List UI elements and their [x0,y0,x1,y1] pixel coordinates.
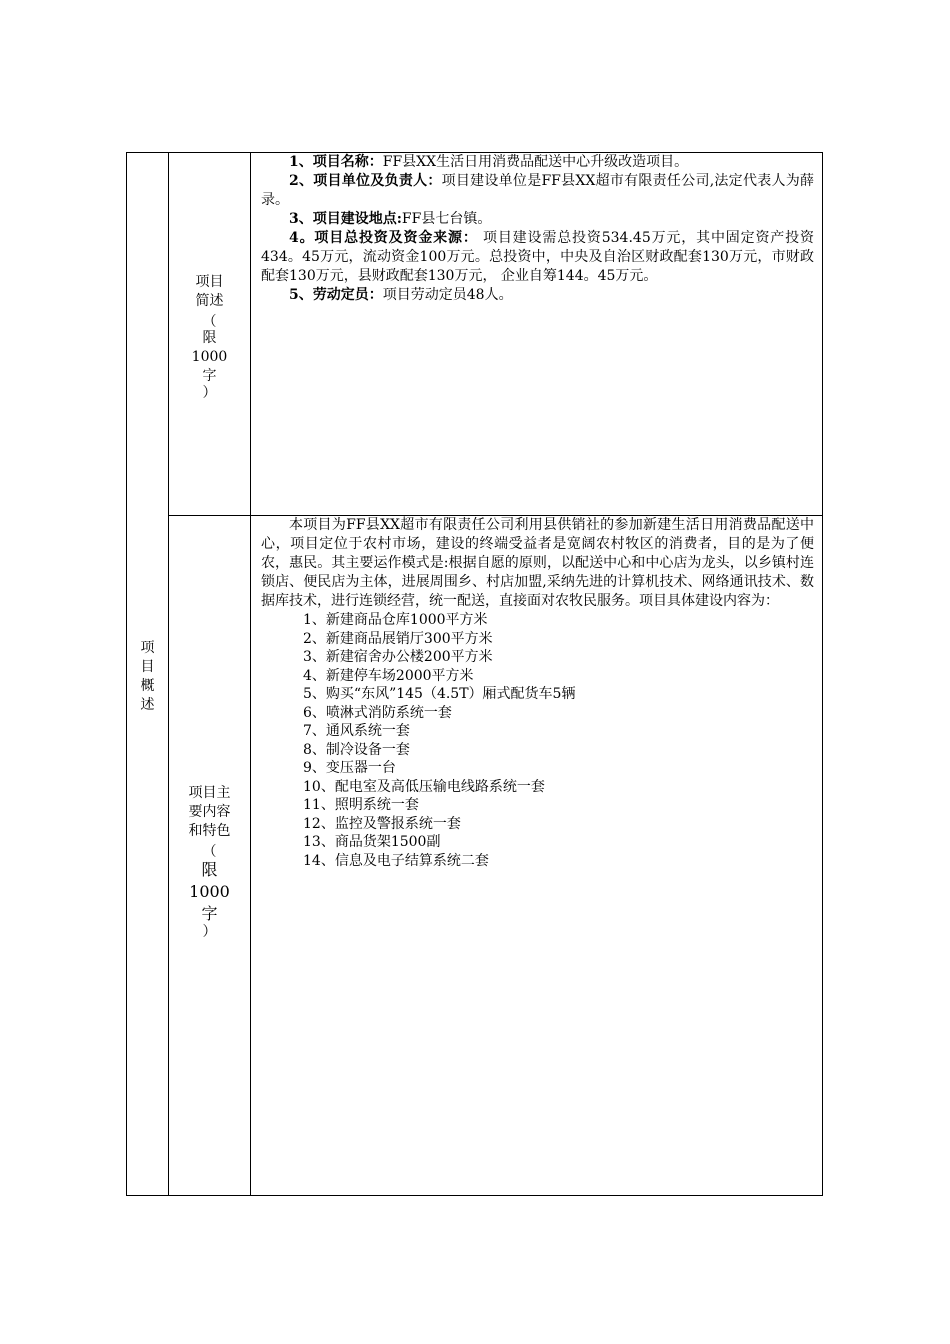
summary-item: 2、项目单位及负责人：项目建设单位是FF县XX超市有限责任公司,法定代表人为薛录。 [261,173,814,208]
list-item: 1、新建商品仓库1000平方米 [303,612,488,628]
summary-item: 1、项目名称：FF县XX生活日用消费品配送中心升级改造项目。 [289,154,689,170]
project-summary-row [169,153,822,516]
content-intro: 本项目为FF县XX超市有限责任公司利用县供销社的参加新建生活日用消费品配送中心，项目定位于农村市场，建设的终端受益者是宽阔农村牧区的消费者，目的是为了便农，惠民。其主要运作模式是:根据自愿的原则，以配送中心和中心店为龙头，以乡镇村连锁店、便民店为主体，进展周围乡、村店加盟,采纳先进的计算机技术、网络通讯技术、数据库技术，进行连锁经营，统一配送，直接面对农牧民服务。项目具体建设内容为： [261,517,814,609]
project-summary-label: 项目 简述 （ 限 1000 字 ） [191,274,228,401]
main-category-cell [127,153,169,1195]
project-content-label-cell [169,516,251,1195]
list-item: 10、配电室及高低压输电线路系统一套 [303,778,545,795]
list-item: 2、新建商品展销厅300平方米 [303,630,493,647]
project-content-row [169,516,822,1195]
list-item: 14、信息及电子结算系统二套 [303,852,489,869]
list-item: 8、制冷设备一套 [303,741,410,758]
summary-item: 5、劳动定员：项目劳动定员48人。 [289,287,513,303]
summary-item: 4。项目总投资及资金来源： 项目建设需总投资534.45万元，其中固定资产投资434。45万元，流动资金100万元。总投资中，中央及自治区财政配套130万元，市财政配套130万元，县财政配套130万元， 企业自筹144。45万元。 [261,230,814,284]
list-item: 3、新建宿舍办公楼200平方米 [303,649,493,665]
project-overview-table [126,152,823,1196]
list-item: 5、购买“东风”145（4.5T）厢式配货车5辆 [303,686,576,702]
project-content-content [251,516,822,1195]
list-item: 11、照明系统一套 [303,797,419,813]
list-item: 13、商品货架1500副 [303,834,441,850]
list-item: 12、监控及警报系统一套 [303,815,461,832]
list-item: 9、变压器一台 [303,760,396,776]
list-item: 4、新建停车场2000平方米 [303,667,474,684]
main-category-label: 项 目 概 述 [140,640,155,713]
project-summary-content [251,153,822,515]
list-item: 6、喷淋式消防系统一套 [303,704,452,721]
project-summary-label-cell [169,153,251,515]
summary-item: 3、项目建设地点:FF县七台镇。 [289,211,492,227]
list-item: 7、通风系统一套 [303,723,410,739]
project-content-label: 项目主 要内容 和特色 （ 限 1000 字 ） [188,785,231,940]
